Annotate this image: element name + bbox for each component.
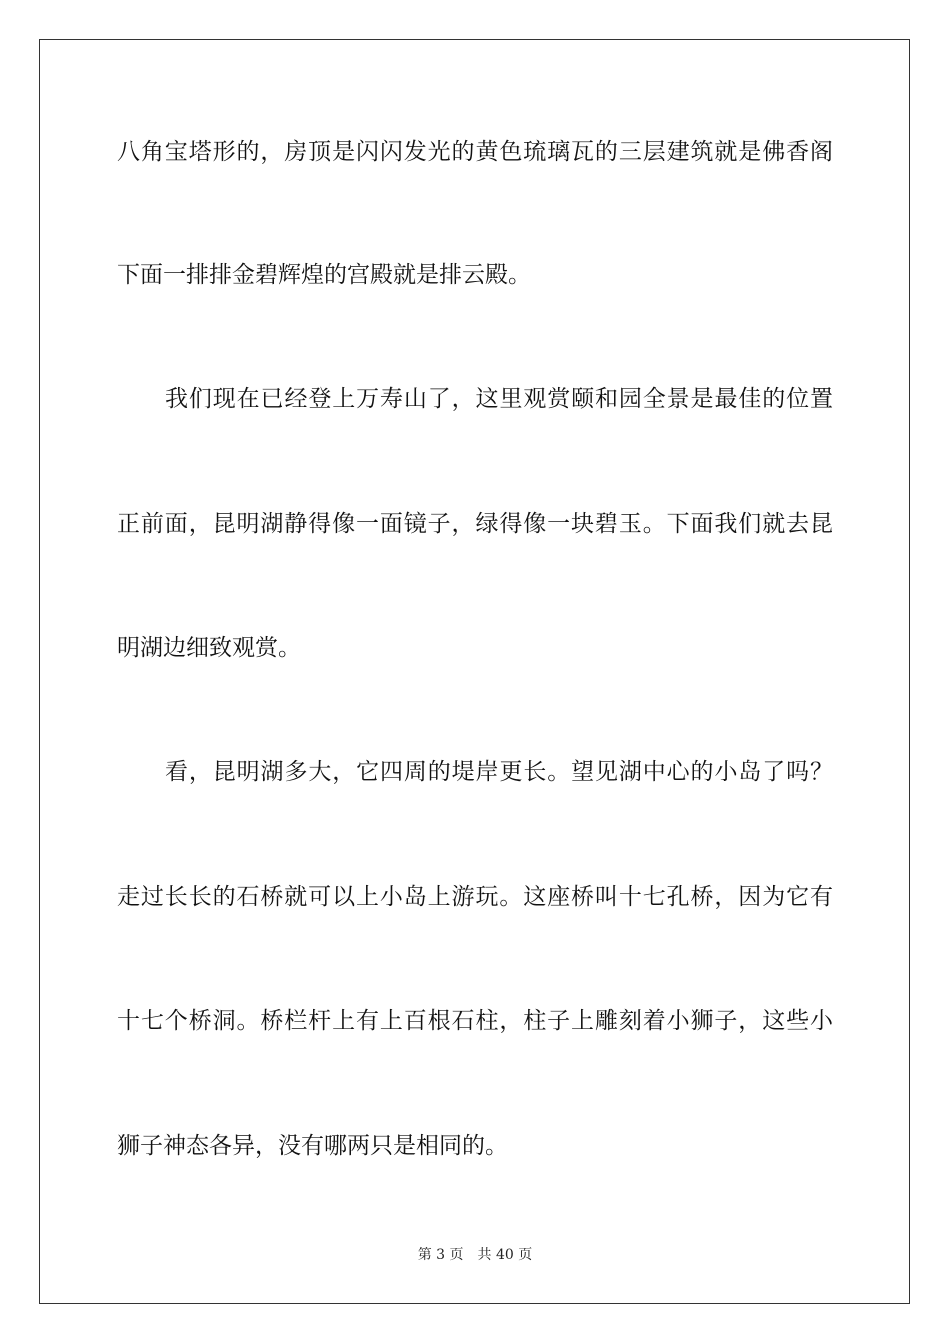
text-line-2: 下面一排排金碧辉煌的宫殿就是排云殿。 (117, 262, 531, 288)
text-line-3: 我们现在已经登上万寿山了，这里观赏颐和园全景是最佳的位置 (165, 386, 833, 412)
text-line-4: 正前面，昆明湖静得像一面镜子，绿得像一块碧玉。下面我们就去昆 (117, 511, 833, 537)
text-line-5: 明湖边细致观赏。 (117, 635, 301, 661)
page-total: 共 40 页 (477, 1247, 533, 1263)
text-line-1: 八角宝塔形的，房顶是闪闪发光的黄色琉璃瓦的三层建筑就是佛香阁 (117, 139, 833, 165)
page-footer (0, 1246, 950, 1264)
text-line-9: 狮子神态各异，没有哪两只是相同的。 (117, 1133, 508, 1159)
text-line-8: 十七个桥洞。桥栏杆上有上百根石柱，柱子上雕刻着小狮子，这些小 (117, 1008, 833, 1034)
page-border (39, 39, 910, 1304)
text-line-6: 看，昆明湖多大，它四周的堤岸更长。望见湖中心的小岛了吗？ (165, 759, 833, 785)
text-line-7: 走过长长的石桥就可以上小岛上游玩。这座桥叫十七孔桥，因为它有 (117, 884, 833, 910)
page-number: 第 3 页 (417, 1247, 464, 1263)
